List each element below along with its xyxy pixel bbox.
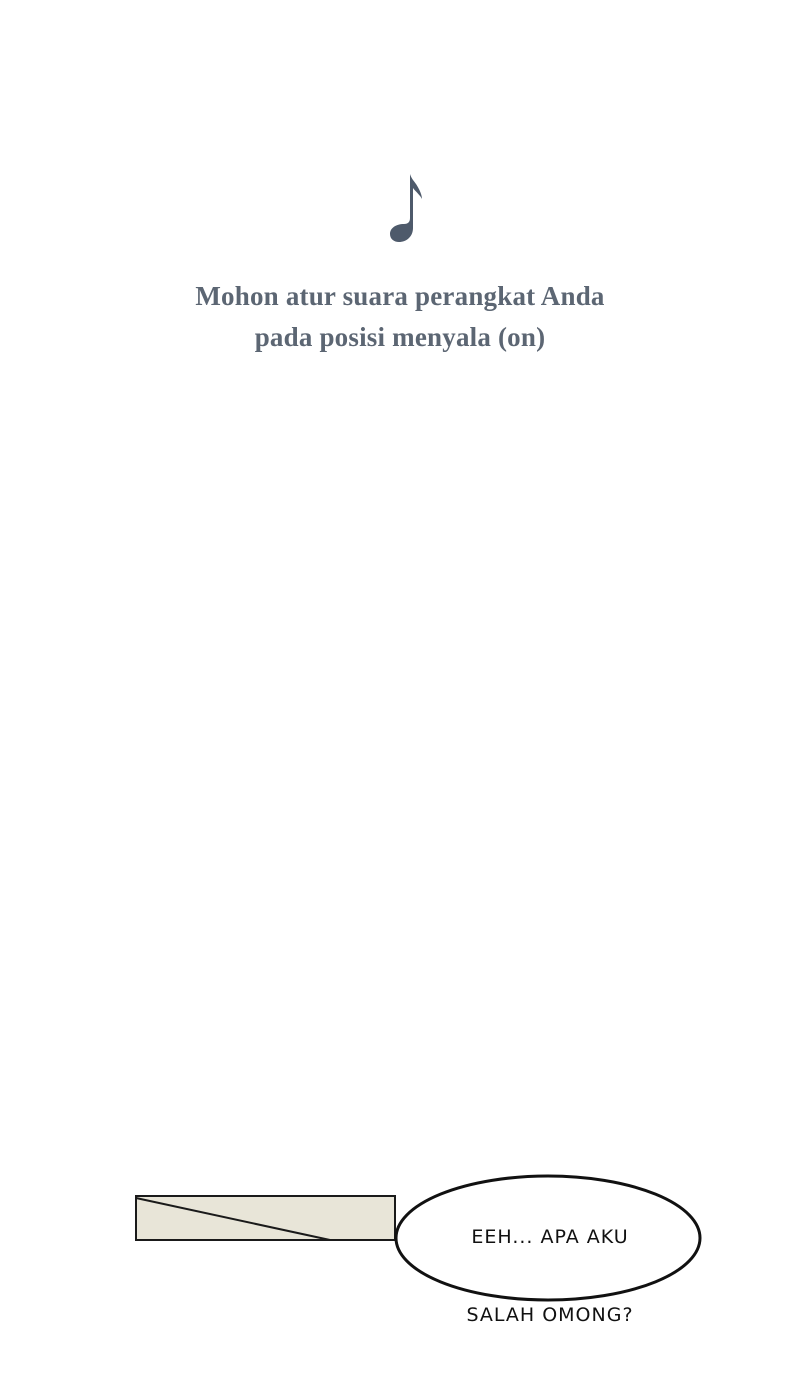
comic-floor-shape [136,1196,395,1240]
speech-bubble-line-1: EEH... APA AKU [471,1226,629,1248]
speech-bubble-text [430,1172,670,1380]
audio-notice-text [120,276,680,358]
audio-notice [0,170,800,358]
comic-panel [0,1110,800,1326]
audio-notice-line-1: Mohon atur suara perangkat Anda [195,281,605,311]
audio-notice-line-2: pada posisi menyala (on) [254,322,546,352]
speech-bubble-line-2: SALAH OMONG? [466,1304,634,1326]
music-note-icon [370,170,430,248]
comic-artwork [0,1110,800,1240]
